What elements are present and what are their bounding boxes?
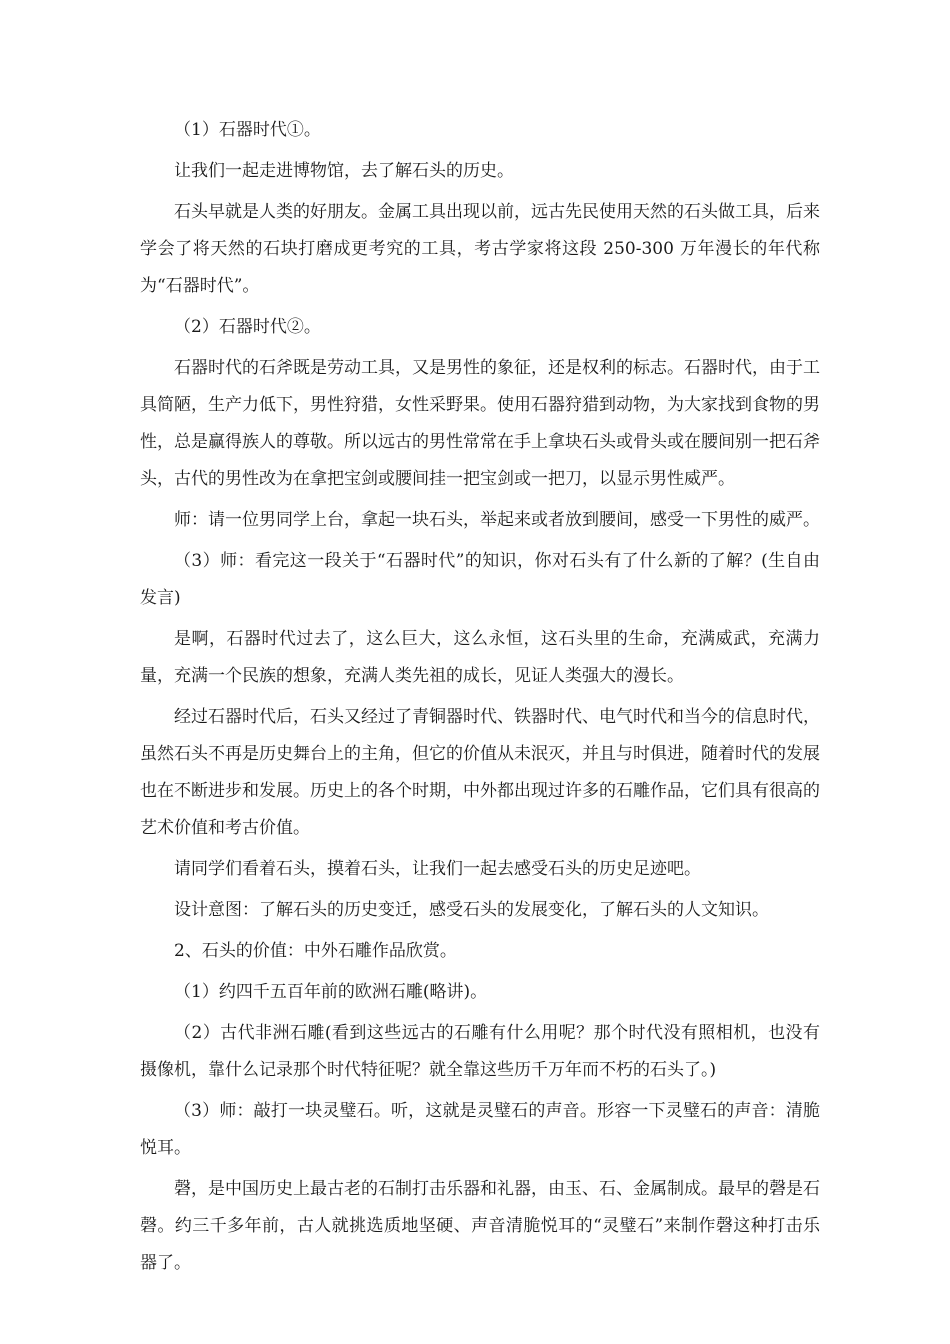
list-item-lingbi-stone: （3）师：敲打一块灵璧石。听，这就是灵璧石的声音。形容一下灵璧石的声音：清脆悦耳。 bbox=[140, 1101, 820, 1158]
paragraph-design-intent: 设计意图：了解石头的历史变迁，感受石头的发展变化，了解石头的人文知识。 bbox=[174, 900, 769, 920]
paragraph-touch-stone: 请同学们看着石头，摸着石头，让我们一起去感受石头的历史足迹吧。 bbox=[174, 859, 701, 879]
document-body bbox=[140, 112, 820, 1282]
paragraph-chime-stone: 磬，是中国历史上最古老的石制打击乐器和礼器，由玉、石、金属制成。最早的磬是石磬。约三千多年前，古人就挑选质地坚硬、声音清脆悦耳的“灵璧石”来制作磬这种打击乐器了。 bbox=[140, 1179, 820, 1273]
section-heading-stone-age-1: （1）石器时代①。 bbox=[174, 120, 321, 140]
paragraph-stone-age-reflection: 是啊，石器时代过去了，这么巨大，这么永恒，这石头里的生命，充满威武，充满力量，充满一个民族的想象，充满人类先祖的成长，见证人类强大的漫长。 bbox=[140, 629, 820, 686]
paragraph-stone-axe: 石器时代的石斧既是劳动工具，又是男性的象征，还是权利的标志。石器时代，由于工具简陋，生产力低下，男性狩猎，女性采野果。使用石器狩猎到动物，为大家找到食物的男性，总是赢得族人的尊敬。所以远古的男性常常在手上拿块石头或骨头或在腰间别一把石斧头，古代的男性改为在拿把宝剑或腰间挂一把宝剑或一把刀，以显示男性威严。 bbox=[140, 358, 820, 489]
paragraph-discussion-question: （3）师：看完这一段关于“石器时代”的知识，你对石头有了什么新的了解？(生自由发言) bbox=[140, 551, 820, 608]
paragraph-stone-friend: 石头早就是人类的好朋友。金属工具出现以前，远古先民使用天然的石头做工具，后来学会了将天然的石块打磨成更考究的工具，考古学家将这段 250-300 万年漫长的年代称为“石器时代”。 bbox=[140, 202, 820, 296]
list-item-african-carving: （2）古代非洲石雕(看到这些远古的石雕有什么用呢？那个时代没有照相机，也没有摄像机，靠什么记录那个时代特征呢？就全靠这些历千万年而不朽的石头了。) bbox=[140, 1023, 820, 1080]
section-heading-stone-age-2: （2）石器时代②。 bbox=[174, 317, 321, 337]
paragraph-later-ages: 经过石器时代后，石头又经过了青铜器时代、铁器时代、电气时代和当今的信息时代，虽然石头不再是历史舞台上的主角，但它的价值从未泯灭，并且与时俱进，随着时代的发展也在不断进步和发展。历史上的各个时期，中外都出现过许多的石雕作品，它们具有很高的艺术价值和考古价值。 bbox=[140, 707, 820, 838]
paragraph-teacher-activity: 师：请一位男同学上台，拿起一块石头，举起来或者放到腰间，感受一下男性的威严。 bbox=[174, 510, 820, 530]
section-heading-stone-value: 2、石头的价值：中外石雕作品欣赏。 bbox=[174, 941, 457, 961]
paragraph-museum-intro: 让我们一起走进博物馆，去了解石头的历史。 bbox=[174, 161, 514, 181]
list-item-european-carving: （1）约四千五百年前的欧洲石雕(略讲)。 bbox=[174, 982, 488, 1002]
